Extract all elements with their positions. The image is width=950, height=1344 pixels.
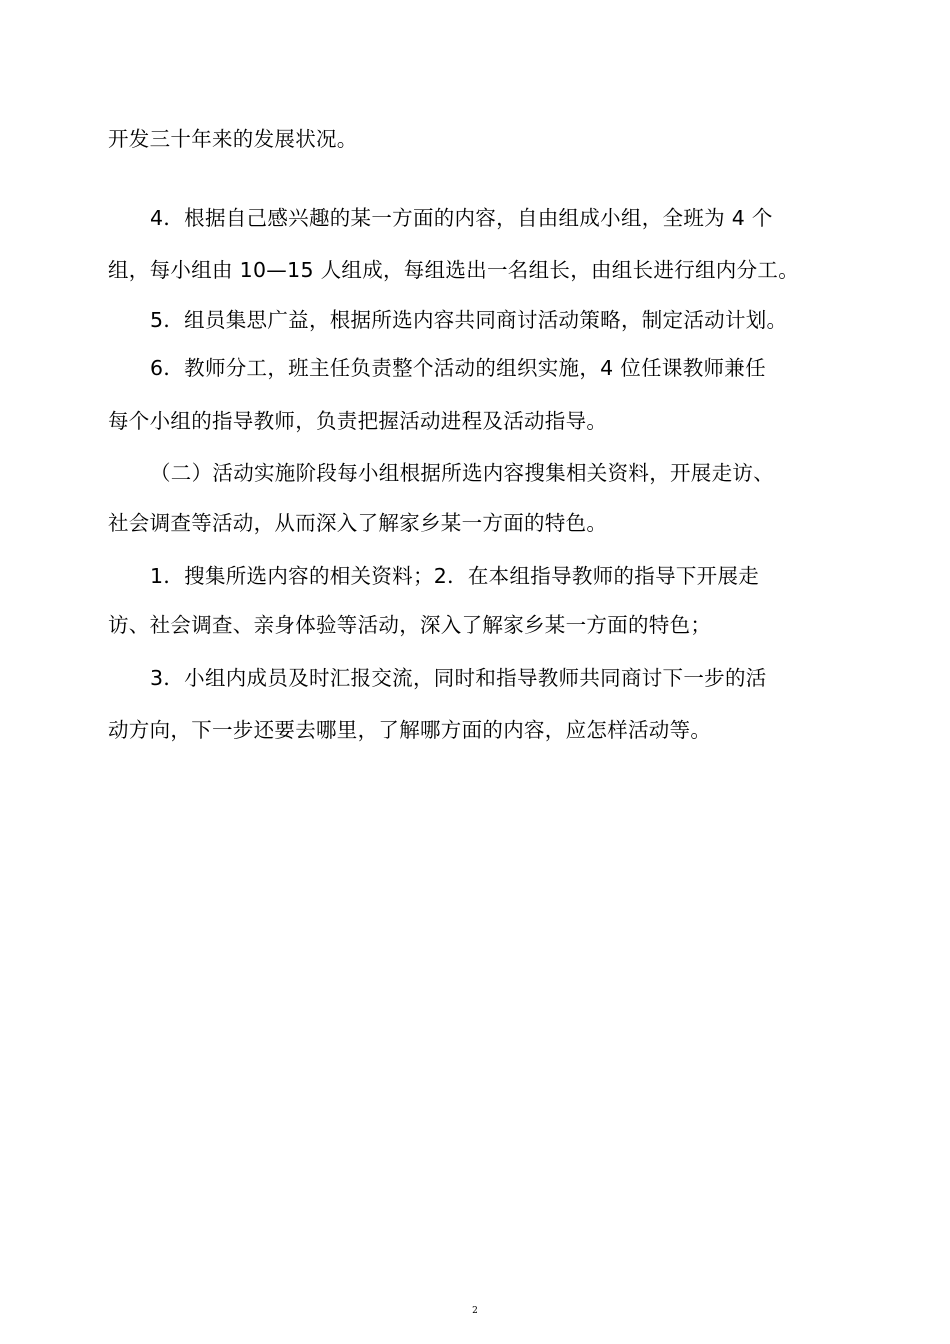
text-line: 组，每小组由 10—15 人组成，每组选出一名组长，由组长进行组内分工。 <box>108 258 800 282</box>
text-line: 6．教师分工，班主任负责整个活动的组织实施，4 位任课教师兼任 <box>150 356 766 380</box>
text-line: 社会调查等活动，从而深入了解家乡某一方面的特色。 <box>108 511 608 535</box>
text-line: （二）活动实施阶段每小组根据所选内容搜集相关资料，开展走访、 <box>150 461 774 485</box>
page-number: 2 <box>472 1306 478 1316</box>
text-line: 每个小组的指导教师，负责把握活动进程及活动指导。 <box>108 409 608 433</box>
text-line: 4．根据自己感兴趣的某一方面的内容，自由组成小组，全班为 4 个 <box>150 206 773 230</box>
text-line: 访、社会调查、亲身体验等活动，深入了解家乡某一方面的特色； <box>108 613 712 637</box>
text-line: 5．组员集思广益，根据所选内容共同商讨活动策略，制定活动计划。 <box>150 308 788 332</box>
text-line: 1．搜集所选内容的相关资料；2．在本组指导教师的指导下开展走 <box>150 564 760 588</box>
text-line: 动方向，下一步还要去哪里，了解哪方面的内容，应怎样活动等。 <box>108 718 712 742</box>
text-line: 3．小组内成员及时汇报交流，同时和指导教师共同商讨下一步的活 <box>150 666 767 690</box>
text-line: 开发三十年来的发展状况。 <box>108 127 358 151</box>
